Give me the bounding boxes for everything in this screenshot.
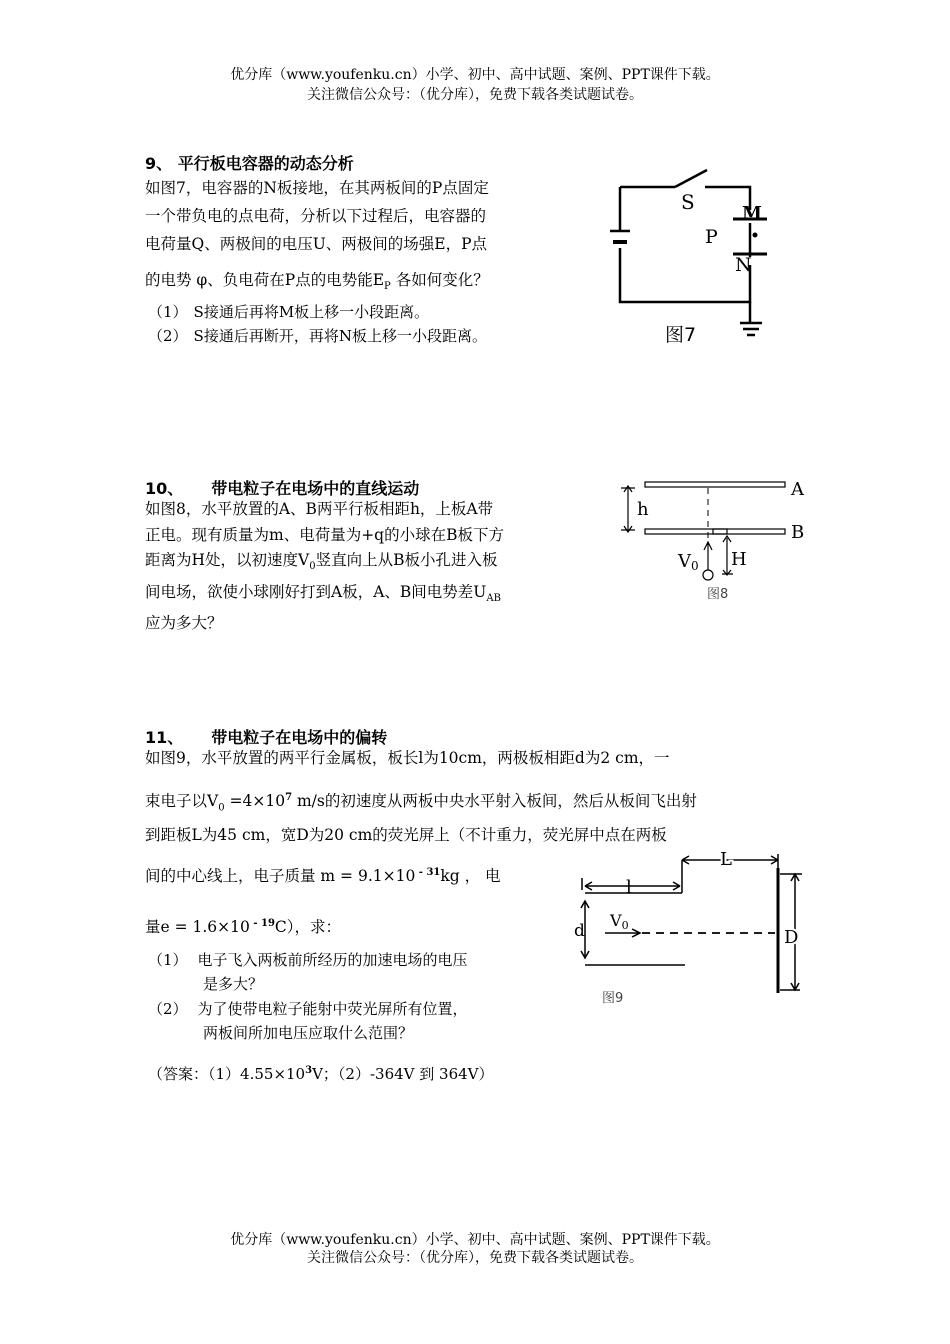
q10-line-5: 应为多大？ bbox=[145, 614, 223, 633]
q9-line-3: 电荷量Q、两极间的电压U、两极间的场强E，P点 bbox=[145, 235, 488, 253]
q10-line-3: 距离为H处，以初速度$V_0$竖直向上从B板小孔进入板 bbox=[145, 551, 498, 573]
q11-line-4: 间的中心线上，电子质量 m = 9.1×10 $^{- 31}$kg ， 电 bbox=[145, 867, 501, 886]
q9-line-1: 如图7，电容器的N板接地，在其两板间的P点固定 bbox=[145, 179, 489, 197]
label-b: B bbox=[791, 522, 805, 543]
figure-7-circuit bbox=[605, 165, 795, 350]
label-h-large: H bbox=[731, 549, 747, 570]
label-n: N bbox=[735, 254, 752, 276]
figure-7-caption: 图7 bbox=[665, 324, 697, 346]
footer-line-2: 关注微信公众号：（优分库），免费下载各类试题试卷。 bbox=[307, 1250, 643, 1266]
header-line-2: 关注微信公众号：（优分库），免费下载各类试题试卷。 bbox=[307, 87, 643, 103]
label-p: P bbox=[705, 226, 718, 248]
figure-9-deflection bbox=[570, 848, 810, 1013]
q9-line-4: 的电势 φ、负电荷在P点的电势能$E_P$ 各如何变化？ bbox=[145, 271, 489, 293]
figure-9-caption: 图9 bbox=[602, 991, 624, 1006]
label-s: S bbox=[681, 190, 695, 214]
q9-line-2: 一个带负电的点电荷，分析以下过程后，电容器的 bbox=[145, 207, 487, 225]
q9-item-1: （1） S接通后再将M板上移一小段距离。 bbox=[148, 303, 430, 321]
footer-line-1: 优分库（www.youfenku.cn）小学、初中、高中试题、案例、PPT课件下载。 bbox=[230, 1232, 720, 1248]
q10-line-2: 正电。现有质量为m、电荷量为+q的小球在B板下方 bbox=[145, 525, 504, 544]
q11-item-1: （1） 电子飞入两板前所经历的加速电场的电压 是多大？ bbox=[148, 951, 468, 993]
label-m: M bbox=[742, 203, 762, 224]
q9-title: 9、 平行板电容器的动态分析 bbox=[145, 154, 354, 173]
q11-line-5: 量e = 1.6×10 $^{- 19}$C），求： bbox=[145, 918, 342, 937]
plate-a bbox=[645, 482, 785, 487]
small-ball bbox=[703, 570, 713, 580]
q11-line-3: 到距板L为45 cm，宽D为20 cm的荧光屏上（不计重力，荧光屏中点在两板 bbox=[145, 826, 667, 844]
label-d-small: d bbox=[574, 921, 585, 941]
label-v0: V0 bbox=[678, 551, 699, 573]
plate-b-right bbox=[713, 529, 785, 534]
q10-body bbox=[145, 497, 610, 637]
q11-item-2: （2） 为了使带电粒子能射中荧光屏所有位置， 两板间所加电压应取什么范围？ bbox=[148, 1000, 468, 1042]
label-a: A bbox=[791, 479, 804, 500]
label-h-small: h bbox=[637, 499, 649, 520]
header-line-1: 优分库（www.youfenku.cn）小学、初中、高中试题、案例、PPT课件下载。 bbox=[230, 67, 720, 83]
figure-8-plates bbox=[615, 474, 815, 606]
q9-item-2: （2） S接通后再断开，再将N板上移一小段距离。 bbox=[148, 327, 487, 345]
point-p-charge bbox=[753, 233, 758, 238]
label-l-large: L bbox=[720, 849, 732, 870]
q11-line-1: 如图9，水平放置的两平行金属板，板长l为10cm，两极板相距d为2 cm，一 bbox=[145, 749, 670, 767]
q10-line-4: 间电场，欲使小球刚好打到A板，A、B间电势差$U_{AB}$ bbox=[145, 582, 501, 604]
q11-title: 11、 带电粒子在电场中的偏转 bbox=[145, 728, 388, 747]
label-l-small: l bbox=[626, 877, 632, 898]
label-v0: V0 bbox=[610, 911, 629, 932]
label-d-large: D bbox=[784, 927, 799, 948]
q10-title: 10、 带电粒子在电场中的直线运动 bbox=[145, 479, 420, 498]
figure-8-caption: 图8 bbox=[707, 587, 729, 602]
q11-line-2: 束电子以$V_0 =4\times 10^7$ m/s的初速度从两板中央水平射入板间，然后从板间飞出射 bbox=[145, 792, 697, 814]
q10-line-1: 如图8，水平放置的A、B两平行板相距h，上板A带 bbox=[145, 500, 494, 518]
q9-body bbox=[145, 174, 595, 301]
plate-b-left bbox=[645, 529, 727, 534]
q11-answer: （答案：$(1)4.55\times 10^3V$；（2）-364V 到 364V） bbox=[148, 1065, 494, 1083]
